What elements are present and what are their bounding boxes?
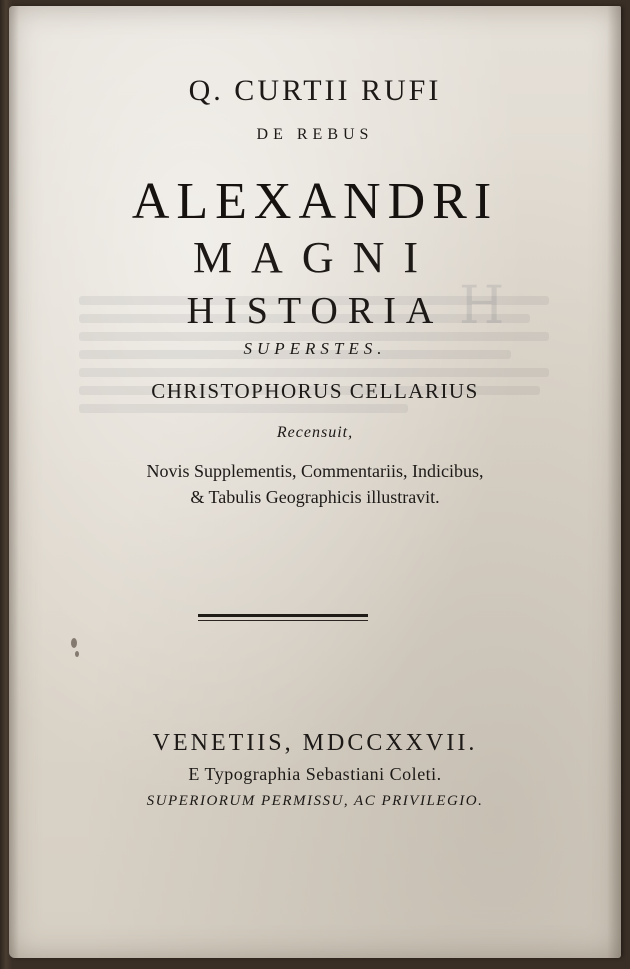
editor-name: CHRISTOPHORUS CELLARIUS <box>151 379 479 403</box>
imprint-city-date: VENETIIS, MDCCXXVII. <box>152 730 478 756</box>
imprint-printer: E Typographia Sebastiani Coleti. <box>188 764 442 784</box>
title-alexandri: ALEXANDRI <box>131 173 499 230</box>
title-magni: MAGNI <box>192 233 438 282</box>
ink-stain <box>71 638 77 648</box>
supplements-line-1: Novis Supplementis, Commentariis, Indicibus, <box>146 461 484 481</box>
supplements-line-2: & Tabulis Geographicis illustravit. <box>190 487 440 507</box>
de-rebus-line: DE REBUS <box>256 126 374 143</box>
ink-stain <box>75 651 79 657</box>
decorative-rule <box>198 614 368 617</box>
superstes-line: SUPERSTES. <box>243 339 387 358</box>
recensuit-line: Recensuit, <box>276 424 354 441</box>
imprint-permission: SUPERIORUM PERMISSU, AC PRIVILEGIO. <box>146 793 484 809</box>
title-historia: HISTORIA <box>186 290 444 332</box>
show-through-initial: H <box>459 276 505 336</box>
author-line: Q. CURTII RUFI <box>188 74 442 107</box>
title-page <box>9 6 621 958</box>
